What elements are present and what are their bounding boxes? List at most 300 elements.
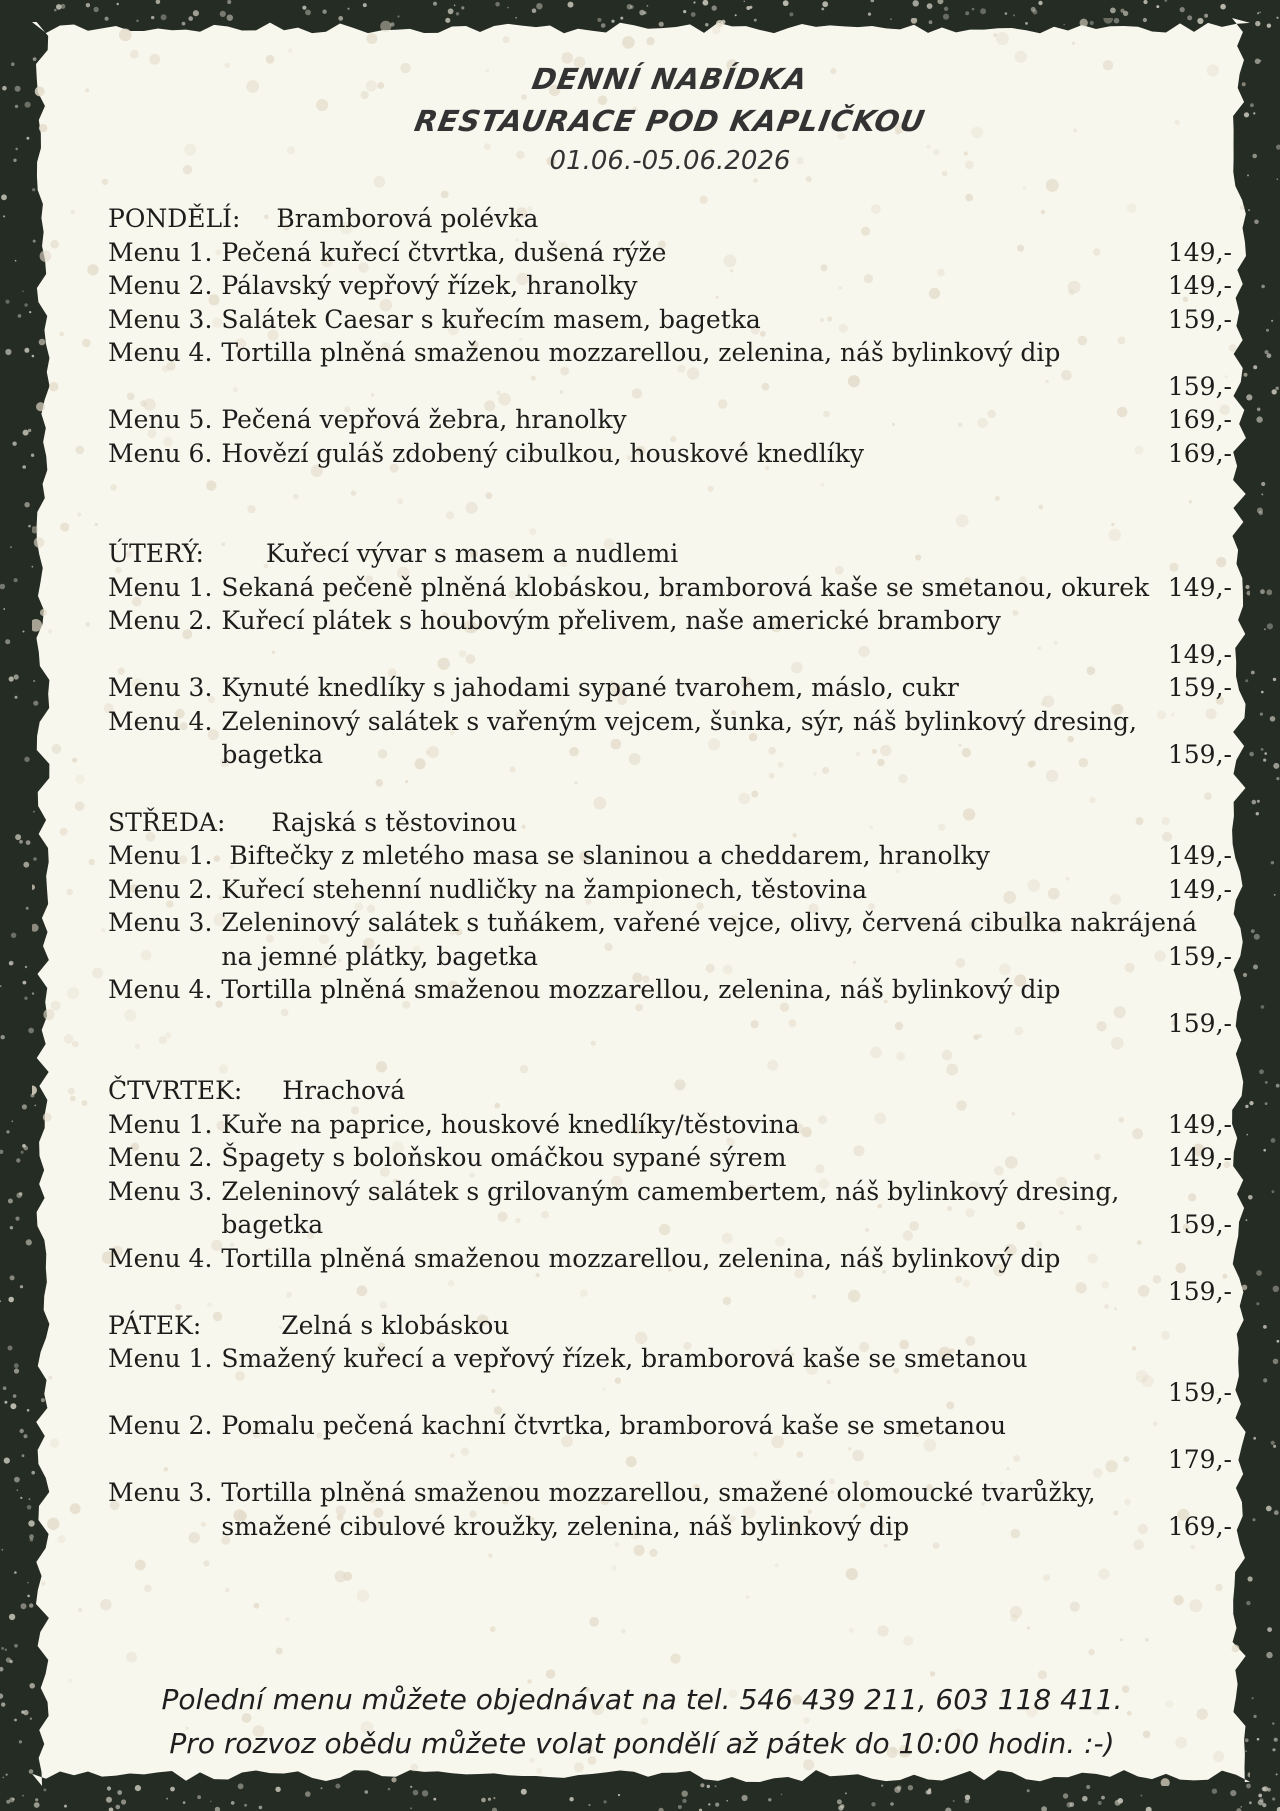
background-speckle: [13, 159, 16, 162]
background-speckle: [24, 997, 27, 1000]
background-speckle: [0, 1150, 3, 1154]
background-speckle: [682, 1799, 686, 1803]
paper-speckle: [1010, 1606, 1022, 1618]
paper-speckle: [144, 1585, 152, 1593]
background-speckle: [1156, 5, 1159, 8]
background-speckle: [1115, 1800, 1121, 1806]
paper-speckle: [254, 1603, 260, 1609]
dish-description: Zeleninový salátek s tuňákem, vařené vejce, olivy, červená cibulka nakrájená na jemné plátky, bagetka: [221, 908, 1197, 971]
spacer: [108, 772, 1232, 806]
background-speckle: [0, 1693, 3, 1698]
delivery-note: Pro rozvoz obědu můžete volat pondělí až pátek do 10:00 hodin. :-): [169, 1727, 1115, 1760]
background-speckle: [1165, 0, 1168, 2]
day-section-monday: [108, 202, 1232, 470]
background-speckle: [23, 981, 27, 985]
background-speckle: [14, 1719, 17, 1722]
background-speckle: [121, 1799, 126, 1804]
background-speckle: [1263, 1378, 1267, 1382]
background-speckle: [1261, 748, 1264, 751]
background-speckle: [1265, 350, 1269, 354]
background-speckle: [1143, 0, 1147, 4]
dish-price: 149,-: [1167, 271, 1232, 300]
background-speckle: [1259, 12, 1261, 14]
paper-speckle: [1248, 1772, 1251, 1777]
paper-speckle: [126, 1652, 137, 1663]
background-speckle: [210, 1801, 212, 1803]
background-speckle: [897, 1785, 902, 1790]
background-speckle: [448, 8, 454, 14]
paper-speckle: [34, 537, 45, 548]
dish-description: Tortilla plněná smaženou mozzarellou, zelenina, náš bylinkový dip: [221, 975, 1061, 1004]
background-speckle: [1257, 408, 1261, 412]
background-speckle: [3, 215, 5, 217]
dish-description: Tortilla plněná smaženou mozzarellou, zelenina, náš bylinkový dip: [221, 338, 1061, 367]
background-speckle: [1273, 678, 1276, 681]
dish-description: Tortilla plněná smaženou mozzarellou, zelenina, náš bylinkový dip: [221, 1243, 1061, 1273]
background-speckle: [3, 1386, 7, 1390]
background-speckle: [5, 300, 9, 304]
background-speckle: [1273, 763, 1279, 769]
dish-description: Kuřecí plátek s houbovým přelivem, naše americké brambory: [221, 606, 1001, 635]
menu-item: [108, 269, 1232, 303]
background-speckle: [14, 1477, 20, 1483]
background-speckle: [10, 1403, 16, 1409]
background-speckle: [1265, 1102, 1268, 1105]
background-speckle: [1267, 1627, 1272, 1632]
dish-price: 169,-: [1167, 405, 1232, 434]
background-speckle: [23, 631, 25, 633]
paper-speckle: [849, 1628, 854, 1633]
paper-speckle: [52, 744, 62, 754]
paper-speckle: [343, 1572, 352, 1581]
menu-number: Menu 1.: [108, 841, 221, 870]
background-speckle: [1270, 716, 1276, 722]
paper-speckle: [611, 1565, 616, 1570]
menu-item: [108, 839, 1232, 873]
background-speckle: [11, 1120, 13, 1122]
background-speckle: [14, 1363, 19, 1368]
menu-number: Menu 4.: [108, 975, 213, 1004]
paper-speckle: [1243, 973, 1247, 977]
background-speckle: [29, 311, 31, 313]
paper-speckle: [70, 1096, 76, 1102]
paper-speckle: [884, 1544, 888, 1548]
background-speckle: [1254, 1715, 1257, 1718]
background-speckle: [783, 0, 789, 6]
dish-description: Sekaná pečeně plněná klobáskou, bramborová kaše se smetanou, okurek: [221, 572, 1150, 602]
paper-speckle: [1242, 82, 1246, 86]
paper-speckle: [1070, 1602, 1080, 1612]
paper-speckle: [87, 264, 98, 275]
paper-speckle: [92, 968, 103, 979]
background-speckle: [22, 1104, 27, 1109]
dish-price: 149,-: [1167, 237, 1232, 267]
paper-speckle: [670, 1653, 680, 1663]
background-speckle: [14, 578, 18, 582]
menu-content: [108, 58, 1232, 1543]
paper-speckle: [78, 1608, 82, 1612]
dish-description: Pečená kuřecí čtvrtka, dušená rýže: [221, 237, 667, 267]
phone-order-note: Polední menu můžete objednávat na tel. 546 439 211, 603 118 411.: [161, 1683, 1123, 1716]
background-speckle: [5, 1649, 7, 1651]
paper-speckle: [51, 1001, 61, 1011]
background-speckle: [821, 8, 824, 11]
background-speckle: [22, 1144, 26, 1148]
dish-price: 149,-: [1167, 572, 1232, 602]
background-speckle: [789, 12, 793, 16]
restaurant-name: RESTAURACE POD KAPLIČKOU: [412, 104, 928, 138]
spacer: [108, 1040, 1232, 1074]
paper-speckle: [41, 1398, 45, 1402]
background-speckle: [1259, 1069, 1264, 1074]
paper-speckle: [1120, 1638, 1123, 1641]
paper-speckle: [50, 240, 59, 249]
background-speckle: [1252, 154, 1257, 159]
background-speckle: [1253, 112, 1255, 114]
day-header: [108, 202, 1232, 236]
menu-item: [108, 604, 1232, 671]
background-speckle: [220, 11, 226, 17]
soup-of-day: Rajská s těstovinou: [271, 807, 518, 837]
background-speckle: [4, 1458, 10, 1464]
paper-speckle: [36, 402, 45, 411]
soup-of-day: Kuřecí vývar s masem a nudlemi: [265, 539, 679, 568]
background-speckle: [116, 1805, 121, 1810]
dish-price: 149,-: [1167, 1109, 1232, 1139]
background-speckle: [1276, 387, 1279, 390]
background-speckle: [215, 1807, 220, 1811]
background-speckle: [1249, 1101, 1253, 1105]
background-speckle: [1271, 320, 1273, 322]
paper-speckle: [996, 32, 1009, 45]
soup-of-day: Zelná s klobáskou: [281, 1310, 510, 1340]
background-speckle: [928, 1788, 931, 1791]
paper-speckle: [75, 801, 85, 811]
background-speckle: [768, 1798, 771, 1801]
background-speckle: [1272, 1190, 1275, 1193]
background-speckle: [1263, 1325, 1267, 1329]
background-speckle: [321, 1787, 323, 1789]
paper-speckle: [32, 924, 39, 932]
background-speckle: [1265, 1081, 1268, 1084]
paper-speckle: [1072, 42, 1075, 45]
background-speckle: [8, 1199, 13, 1204]
background-speckle: [868, 13, 871, 16]
paper-speckle: [621, 1629, 625, 1633]
menu-number: Menu 2.: [108, 874, 213, 904]
paper-speckle: [1080, 19, 1088, 27]
menu-number: Menu 3.: [108, 1478, 213, 1507]
background-speckle: [953, 1800, 955, 1802]
background-speckle: [691, 12, 696, 17]
background-speckle: [23, 430, 29, 436]
paper-speckle: [589, 1617, 599, 1627]
background-speckle: [15, 105, 18, 108]
background-speckle: [35, 1798, 38, 1801]
background-speckle: [9, 962, 13, 966]
background-speckle: [28, 525, 31, 528]
paper-speckle: [276, 1648, 283, 1655]
background-speckle: [536, 3, 542, 9]
background-speckle: [21, 1710, 24, 1713]
order-info-footer: [72, 1678, 1212, 1766]
background-speckle: [630, 5, 634, 9]
background-speckle: [2, 1777, 4, 1779]
background-speckle: [749, 6, 752, 9]
menu-item: [108, 1108, 1232, 1142]
background-speckle: [1240, 1806, 1242, 1808]
paper-speckle: [622, 36, 635, 49]
background-speckle: [0, 1667, 4, 1672]
background-speckle: [93, 7, 98, 12]
background-speckle: [6, 1130, 9, 1133]
background-speckle: [521, 1789, 527, 1795]
dish-description: Tortilla plněná smaženou mozzarellou, smažené olomoucké tvarůžky, smažené cibulové kroužky, zelenina, náš bylinkový dip: [221, 1478, 1096, 1541]
background-speckle: [24, 1434, 28, 1438]
background-speckle: [15, 86, 21, 92]
paper-speckle: [119, 29, 132, 42]
menu-item: [108, 303, 1232, 337]
paper-speckle: [846, 1568, 858, 1580]
paper-speckle: [66, 889, 73, 896]
menu-item: [108, 671, 1232, 705]
day-header: [108, 806, 1232, 840]
dish-price: 159,-: [1167, 371, 1232, 401]
paper-speckle: [60, 523, 69, 532]
dish-price: 159,-: [1167, 1210, 1232, 1239]
day-name: STŘEDA:: [108, 807, 226, 837]
paper-speckle: [50, 1438, 59, 1447]
background-speckle: [8, 1346, 13, 1351]
paper-speckle: [59, 332, 64, 337]
paper-speckle: [203, 1560, 209, 1566]
background-speckle: [29, 1498, 31, 1500]
background-speckle: [871, 0, 875, 2]
background-speckle: [25, 966, 27, 968]
dish-description: Zeleninový salátek s vařeným vejcem, šunka, sýr, náš bylinkový dresing, bagetka: [221, 706, 1137, 769]
background-speckle: [13, 1394, 17, 1398]
background-speckle: [22, 1795, 24, 1797]
background-speckle: [16, 1158, 20, 1162]
background-speckle: [1256, 1302, 1259, 1305]
background-speckle: [493, 1797, 495, 1799]
menu-paper-sheet: [32, 18, 1250, 1786]
menu-number: Menu 3.: [108, 304, 213, 334]
background-speckle: [1, 1647, 4, 1650]
dish-description: Smažený kuřecí a vepřový řízek, bramborová kaše se smetanou: [221, 1344, 1028, 1373]
paper-speckle: [746, 1595, 750, 1599]
menu-item: [108, 973, 1232, 1040]
background-speckle: [1267, 24, 1271, 28]
background-speckle: [5, 639, 10, 644]
dish-price: 159,-: [1167, 1377, 1232, 1407]
dish-description: Kynuté knedlíky s jahodami sypané tvarohem, máslo, cukr: [221, 673, 959, 702]
dish-price: 149,-: [1167, 639, 1232, 669]
paper-speckle: [285, 1617, 289, 1621]
background-speckle: [14, 1571, 17, 1574]
paper-speckle: [634, 1545, 645, 1556]
paper-speckle: [646, 37, 654, 45]
background-speckle: [1276, 1773, 1278, 1775]
background-speckle: [1263, 1149, 1266, 1152]
background-speckle: [845, 1792, 847, 1794]
background-speckle: [1276, 777, 1279, 780]
paper-speckle: [597, 18, 601, 22]
paper-speckle: [76, 446, 85, 455]
background-speckle: [15, 834, 21, 840]
background-speckle: [1263, 759, 1266, 762]
background-speckle: [26, 1239, 32, 1245]
background-speckle: [693, 1, 695, 3]
paper-speckle: [47, 1518, 59, 1530]
paper-speckle: [503, 36, 510, 43]
background-speckle: [347, 8, 349, 10]
background-speckle: [1267, 353, 1272, 358]
dish-price: 159,-: [1167, 740, 1232, 769]
dish-price: 169,-: [1167, 438, 1232, 468]
menu-number: Menu 4.: [108, 1243, 213, 1273]
background-speckle: [6, 1774, 8, 1776]
dish-description: Hovězí guláš zdobený cibulkou, houskové knedlíky: [221, 438, 865, 468]
paper-speckle: [712, 26, 720, 34]
background-speckle: [109, 1808, 114, 1811]
paper-speckle: [775, 1563, 779, 1567]
background-speckle: [1123, 11, 1128, 16]
paper-speckle: [32, 885, 35, 890]
day-header: [108, 1309, 1232, 1343]
background-speckle: [972, 8, 975, 11]
background-speckle: [708, 1803, 710, 1805]
paper-speckle: [1098, 1568, 1109, 1579]
background-speckle: [1212, 1789, 1217, 1794]
background-speckle: [365, 1790, 369, 1794]
background-speckle: [454, 5, 456, 7]
dish-price: 169,-: [1167, 1511, 1232, 1541]
paper-speckle: [366, 33, 377, 44]
background-speckle: [1256, 1270, 1262, 1276]
background-speckle: [22, 291, 24, 293]
background-speckle: [1272, 1722, 1274, 1724]
day-name: ÚTERÝ:: [108, 539, 204, 568]
background-speckle: [488, 1798, 491, 1801]
background-speckle: [156, 0, 161, 4]
soup-of-day: Bramborová polévka: [276, 204, 539, 233]
paper-speckle: [1189, 1599, 1202, 1612]
menu-number: Menu 1.: [108, 1344, 213, 1373]
background-speckle: [871, 1802, 875, 1806]
menu-number: Menu 5.: [108, 405, 213, 434]
background-speckle: [481, 1798, 486, 1803]
background-speckle: [1276, 1084, 1280, 1088]
background-speckle: [14, 1644, 18, 1648]
background-speckle: [1266, 1506, 1272, 1512]
background-speckle: [117, 3, 119, 5]
background-speckle: [965, 1795, 970, 1800]
background-speckle: [26, 840, 31, 845]
background-speckle: [1264, 752, 1267, 755]
paper-speckle: [1088, 1649, 1094, 1655]
background-speckle: [43, 1788, 46, 1791]
paper-speckle: [357, 1590, 370, 1603]
background-speckle: [1253, 965, 1258, 970]
background-speckle: [1254, 934, 1260, 940]
background-speckle: [422, 1790, 428, 1796]
paper-speckle: [380, 21, 391, 32]
menu-number: Menu 4.: [108, 706, 213, 736]
paper-speckle: [1242, 1285, 1248, 1291]
background-speckle: [840, 1804, 844, 1808]
background-speckle: [0, 1300, 1, 1302]
paper-speckle: [490, 1626, 496, 1632]
paper-speckle: [1191, 1545, 1196, 1550]
background-speckle: [27, 1409, 30, 1412]
day-section-thursday: [108, 1074, 1232, 1309]
background-speckle: [822, 1, 828, 7]
paper-speckle: [77, 513, 81, 517]
menu-item: [108, 1141, 1232, 1175]
paper-speckle: [72, 1041, 79, 1048]
background-speckle: [26, 137, 29, 140]
paper-speckle: [933, 1542, 940, 1549]
background-speckle: [1101, 1796, 1105, 1800]
background-speckle: [56, 4, 62, 10]
paper-speckle: [993, 33, 997, 37]
background-speckle: [227, 0, 231, 4]
paper-speckle: [649, 1549, 657, 1557]
menu-item: [108, 705, 1232, 772]
background-speckle: [1255, 59, 1261, 65]
background-speckle: [197, 1795, 201, 1799]
background-speckle: [1140, 1795, 1142, 1797]
paper-speckle: [60, 828, 68, 836]
background-speckle: [433, 2, 437, 6]
background-speckle: [20, 1497, 22, 1499]
paper-speckle: [72, 758, 77, 763]
background-speckle: [27, 1595, 30, 1598]
dish-description: Salátek Caesar s kuřecím masem, bagetka: [221, 304, 761, 334]
background-speckle: [456, 12, 459, 15]
background-speckle: [1271, 1138, 1276, 1143]
background-speckle: [1261, 285, 1265, 289]
background-speckle: [1, 1702, 5, 1706]
paper-speckle: [536, 1768, 542, 1774]
background-speckle: [1038, 1, 1042, 5]
paper-speckle: [1232, 1645, 1240, 1653]
background-speckle: [1267, 623, 1273, 629]
menu-header: [108, 58, 1232, 180]
paper-speckle: [81, 1100, 87, 1106]
background-speckle: [507, 7, 509, 9]
background-speckle: [19, 1740, 22, 1743]
background-speckle: [28, 429, 31, 432]
dish-description: Pálavský vepřový řízek, hranolky: [221, 271, 638, 300]
background-speckle: [20, 1429, 24, 1433]
background-speckle: [1013, 14, 1015, 16]
background-speckle: [715, 1803, 719, 1807]
background-speckle: [726, 1800, 728, 1802]
background-speckle: [1082, 1796, 1088, 1802]
background-speckle: [712, 5, 717, 10]
paper-speckle: [40, 250, 52, 262]
background-speckle: [27, 1582, 29, 1584]
paper-speckle: [1213, 1751, 1224, 1762]
background-speckle: [1220, 4, 1226, 10]
background-speckle: [11, 62, 15, 66]
background-speckle: [433, 1798, 436, 1801]
background-speckle: [1267, 1788, 1271, 1792]
background-speckle: [1259, 511, 1263, 515]
background-speckle: [1260, 713, 1263, 716]
